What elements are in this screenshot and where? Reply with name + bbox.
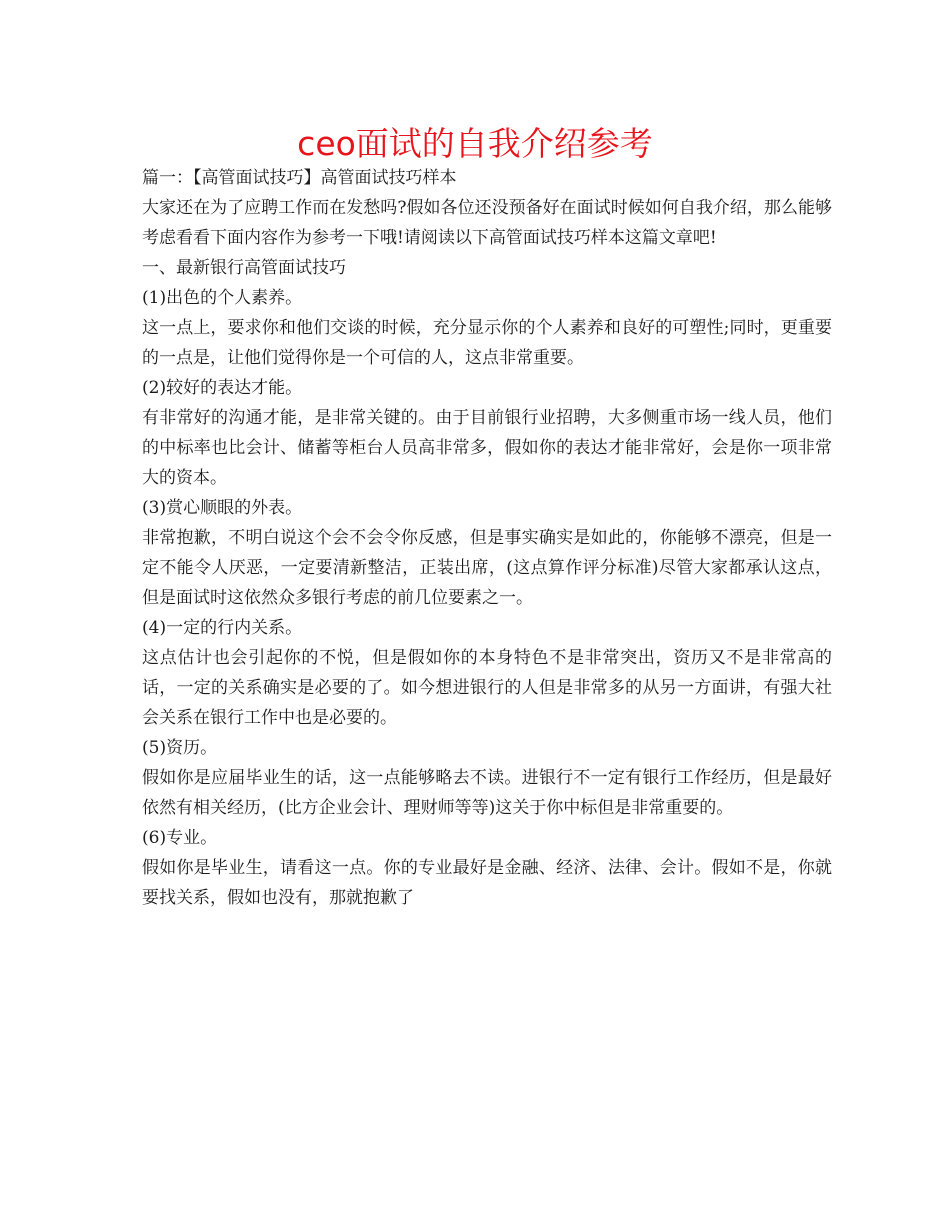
document-title: ceo面试的自我介绍参考 bbox=[297, 124, 653, 163]
paragraph: 有非常好的沟通才能，是非常关键的。由于目前银行业招聘，大多侧重市场一线人员，他们的中标率也比会计、储蓄等柜台人员高非常多，假如你的表达才能非常好，会是你一项非常大的资本。 bbox=[142, 408, 832, 488]
subsection-heading: (4)一定的行内关系。 bbox=[142, 618, 303, 638]
subsection-heading: (2)较好的表达才能。 bbox=[142, 378, 303, 398]
subsection-heading: (6)专业。 bbox=[142, 828, 218, 848]
document-body bbox=[142, 163, 832, 913]
section-heading: 篇一：【高管面试技巧】高管面试技巧样本 bbox=[142, 168, 457, 188]
paragraph: 非常抱歉，不明白说这个会不会令你反感，但是事实确实是如此的，你能够不漂亮，但是一定不能令人厌恶，一定要清新整洁，正装出席，(这点算作评分标准)尽管大家都承认这点，但是面试时这依然众多银行考虑的前几位要素之一。 bbox=[142, 528, 832, 608]
paragraph: 大家还在为了应聘工作而在发愁吗?假如各位还没预备好在面试时候如何自我介绍，那么能够考虑看看下面内容作为参考一下哦!请阅读以下高管面试技巧样本这篇文章吧! bbox=[142, 198, 832, 248]
paragraph: 假如你是毕业生，请看这一点。你的专业最好是金融、经济、法律、会计。假如不是，你就要找关系，假如也没有，那就抱歉了 bbox=[142, 858, 832, 908]
subsection-heading: (1)出色的个人素养。 bbox=[142, 288, 303, 308]
subsection-heading: (5)资历。 bbox=[142, 738, 218, 758]
paragraph: 这点估计也会引起你的不悦，但是假如你的本身特色不是非常突出，资历又不是非常高的话，一定的关系确实是必要的了。如今想进银行的人但是非常多的从另一方面讲，有强大社会关系在银行工作中也是必要的。 bbox=[142, 648, 832, 728]
paragraph: 假如你是应届毕业生的话，这一点能够略去不读。进银行不一定有银行工作经历，但是最好依然有相关经历，(比方企业会计、理财师等等)这关于你中标但是非常重要的。 bbox=[142, 768, 832, 818]
section-heading: 一、最新银行高管面试技巧 bbox=[142, 258, 346, 278]
paragraph: 这一点上，要求你和他们交谈的时候，充分显示你的个人素养和良好的可塑性;同时，更重要的一点是，让他们觉得你是一个可信的人，这点非常重要。 bbox=[142, 318, 832, 368]
subsection-heading: (3)赏心顺眼的外表。 bbox=[142, 498, 303, 518]
